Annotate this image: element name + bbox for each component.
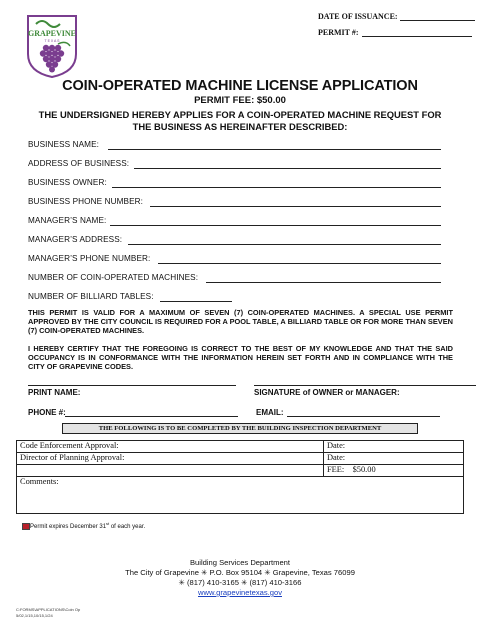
print-name-field[interactable]: [28, 385, 236, 386]
permit-limit-notice: THIS PERMIT IS VALID FOR A MAXIMUM OF SEVEN (7) COIN-OPERATED MACHINES. A SPECIAL USE PERMIT APPROVED BY THE CITY COUNCIL IS REQUIRED FOR A POOL TABLE, A BILLIARD TABLE OR FOR MORE THAN SEVEN (7) COIN-OPERATED MACHINES.: [28, 308, 453, 335]
intro-line-1: THE UNDERSIGNED HEREBY APPLIES FOR A COIN-OPERATED MACHINE REQUEST FOR: [38, 109, 442, 120]
manager-phone-label: MANAGER’S PHONE NUMBER:: [28, 254, 151, 263]
manager-address-label: MANAGER’S ADDRESS:: [28, 235, 123, 244]
intro-line-2: THE BUSINESS AS HEREINAFTER DESCRIBED:: [132, 121, 348, 132]
date-cell-2[interactable]: Date:: [324, 453, 464, 465]
code-enforcement-approval-cell[interactable]: Code Enforcement Approval:: [17, 441, 324, 453]
bullet-icon: [22, 523, 30, 530]
manager-address-field[interactable]: [128, 244, 441, 245]
business-name-label: BUSINESS NAME:: [28, 140, 100, 149]
logo-text: GRAPEVINE: [27, 29, 77, 38]
file-revision: 5/02,1/15,10/15,1/24: [16, 613, 53, 618]
billiard-tables-label: NUMBER OF BILLIARD TABLES:: [28, 292, 154, 301]
planning-approval-cell[interactable]: Director of Planning Approval:: [17, 453, 324, 465]
permit-fee: PERMIT FEE: $50.00: [194, 95, 286, 106]
phone-label: PHONE #:: [28, 408, 66, 417]
permit-number-field[interactable]: [362, 36, 472, 37]
date-of-issuance-label: DATE OF ISSUANCE:: [318, 12, 398, 21]
blank-cell: [17, 465, 324, 477]
manager-name-field[interactable]: [110, 225, 441, 226]
department-approval-table: [16, 440, 464, 514]
coin-machines-label: NUMBER OF COIN-OPERATED MACHINES:: [28, 273, 199, 282]
fee-cell: [324, 465, 464, 477]
business-owner-field[interactable]: [112, 187, 441, 188]
business-phone-label: BUSINESS PHONE NUMBER:: [28, 197, 144, 206]
fee-value: $50.00: [352, 465, 376, 474]
permit-number-label: PERMIT #:: [318, 28, 359, 37]
business-address-label: ADDRESS OF BUSINESS:: [28, 159, 130, 168]
department-banner: THE FOLLOWING IS TO BE COMPLETED BY THE BUILDING INSPECTION DEPARTMENT: [62, 423, 418, 434]
fee-label: FEE:: [327, 465, 345, 474]
manager-phone-field[interactable]: [158, 263, 441, 264]
footer-phones: ✳ (817) 410-3165 ✳ (817) 410-3166: [178, 578, 302, 587]
permit-expiry-note: [30, 521, 145, 530]
date-cell-1[interactable]: Date:: [324, 441, 464, 453]
grapevine-logo: [26, 14, 78, 78]
print-name-label: PRINT NAME:: [28, 388, 81, 397]
footer-department: Building Services Department: [189, 558, 291, 567]
expiry-text: Permit expires December 31: [30, 524, 107, 530]
expiry-tail: of each year.: [109, 524, 146, 530]
certification-statement: I HEREBY CERTIFY THAT THE FOREGOING IS CORRECT TO THE BEST OF MY KNOWLEDGE AND THAT THE SAID OCCUPANCY IS IN CONFORMANCE WITH THE INFORMATION HEREIN SET FORTH AND IN COMPLIANCE WITH THE CITY OF GRAPEVINE CODES.: [28, 344, 453, 371]
file-path: C:FORMS\APPLICATIONS\Coin Op: [16, 607, 81, 612]
business-name-field[interactable]: [108, 149, 441, 150]
email-field[interactable]: [287, 416, 440, 417]
footer-address: The City of Grapevine ✳ P.O. Box 95104 ✳ Grapevine, Texas 76099: [125, 568, 355, 577]
form-title: COIN-OPERATED MACHINE LICENSE APPLICATION: [62, 78, 418, 94]
billiard-tables-field[interactable]: [160, 301, 232, 302]
manager-name-label: MANAGER’S NAME:: [28, 216, 107, 225]
logo-subtext: T E X A S: [44, 39, 60, 43]
business-address-field[interactable]: [134, 168, 441, 169]
phone-field[interactable]: [65, 416, 238, 417]
date-of-issuance-field[interactable]: [400, 20, 475, 21]
coin-machines-field[interactable]: [206, 282, 441, 283]
business-phone-field[interactable]: [150, 206, 441, 207]
business-owner-label: BUSINESS OWNER:: [28, 178, 107, 187]
footer-website-link[interactable]: www.grapevinetexas.gov: [198, 588, 282, 597]
email-label: EMAIL:: [256, 408, 284, 417]
signature-field[interactable]: [254, 385, 476, 386]
expiry-sup: st: [106, 521, 110, 526]
comments-cell[interactable]: Comments:: [17, 477, 464, 514]
signature-label: SIGNATURE of OWNER or MANAGER:: [254, 388, 400, 397]
